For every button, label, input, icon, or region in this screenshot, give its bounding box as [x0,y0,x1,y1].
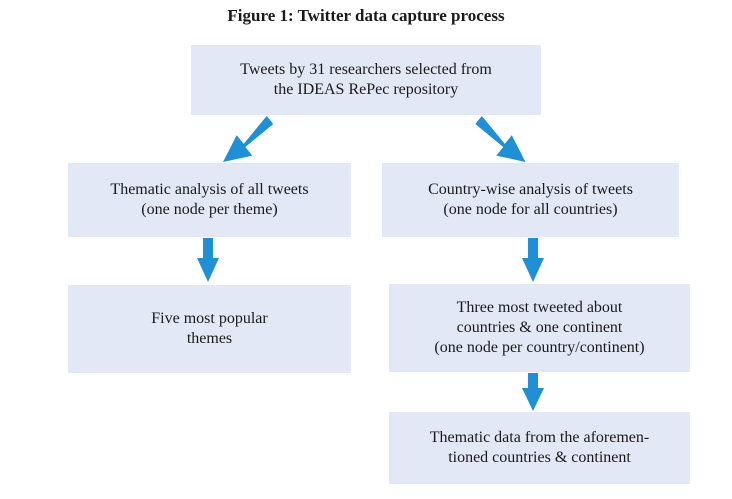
node-text-line: the IDEAS RePec repository [273,81,459,98]
node-text-line: Three most tweeted about [456,299,623,316]
arrow-top-to-country [475,116,525,162]
arrow-top-to-thematic [223,116,273,162]
node-text-line: (one node per country/continent) [434,339,645,356]
node-tweets-selected [191,45,541,115]
node-three-countries [389,284,690,372]
node-text-line: (one node per theme) [141,201,278,218]
figure-title: Figure 1: Twitter data capture process [227,6,505,25]
node-text-line: Thematic analysis of all tweets [110,181,309,198]
node-text-line: Tweets by 31 researchers selected from [240,61,492,78]
node-text-line: Country-wise analysis of tweets [428,181,633,198]
node-text-line: tioned countries & continent [448,449,631,466]
node-thematic-data [389,412,690,484]
arrow-thematic-to-five [197,238,219,282]
node-text-line: Thematic data from the aforemen- [429,429,650,446]
node-text-line: (one node for all countries) [443,201,618,218]
node-five-popular-themes [68,285,351,373]
node-country-analysis [382,163,679,237]
node-thematic-analysis [68,163,351,237]
arrow-country-to-three [522,238,544,282]
node-text-line: Five most popular [151,310,268,327]
arrow-three-to-data [522,373,544,411]
node-text-line: countries & one continent [456,319,623,336]
node-text-line: themes [186,330,233,347]
